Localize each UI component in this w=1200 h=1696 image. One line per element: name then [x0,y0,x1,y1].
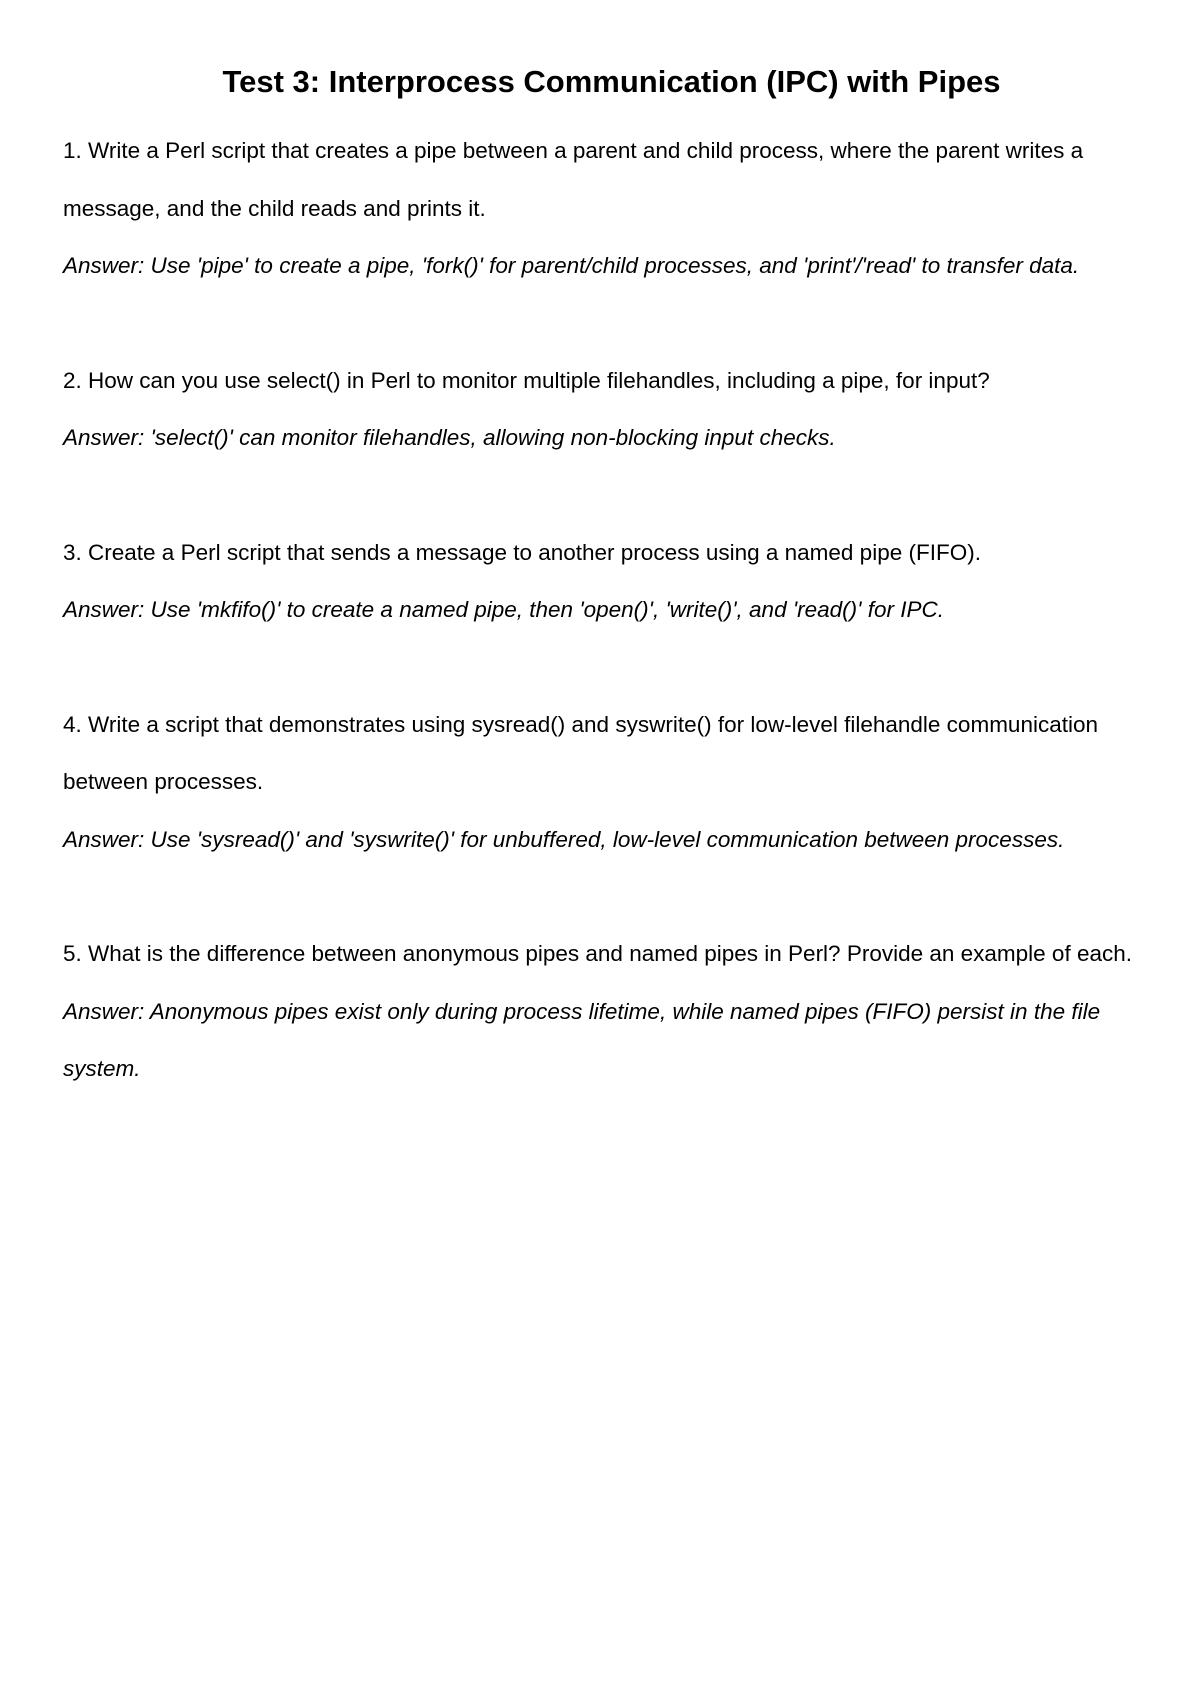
answer-text: Answer: 'select()' can monitor filehandles, allowing non-blocking input checks. [63,425,836,450]
answer-text: Answer: Use 'pipe' to create a pipe, 'fork()' for parent/child processes, and 'print'/'read' to transfer data. [63,253,1080,278]
answer-text: Answer: Use 'mkfifo()' to create a named pipe, then 'open()', 'write()', and 'read()' for IPC. [63,597,944,622]
question-text: 3. Create a Perl script that sends a message to another process using a named pipe (FIFO). [63,539,981,565]
answer-text: Answer: Anonymous pipes exist only during process lifetime, while named pipes (FIFO) persist in the file system. [63,998,1101,1081]
question-text: 1. Write a Perl script that creates a pipe between a parent and child process, where the parent writes a message, and the child reads and prints it. [63,138,1084,221]
answer-text: Answer: Use 'sysread()' and 'syswrite()' for unbuffered, low-level communication between processes. [63,826,1065,852]
question-text: 2. How can you use select() in Perl to monitor multiple filehandles, including a pipe, for input? [63,367,990,393]
question-block-3 [63,524,1140,639]
page-title: Test 3: Interprocess Communication (IPC) with Pipes [222,64,1001,99]
question-text: 4. Write a script that demonstrates using sysread() and syswrite() for low-level filehandle communication between processes. [63,711,1098,794]
question-block-1 [63,122,1140,295]
question-block-5 [63,925,1140,1098]
question-block-4 [63,696,1140,869]
question-block-2 [63,352,1140,467]
question-text: 5. What is the difference between anonymous pipes and named pipes in Perl? Provide an example of each. [63,941,1132,966]
